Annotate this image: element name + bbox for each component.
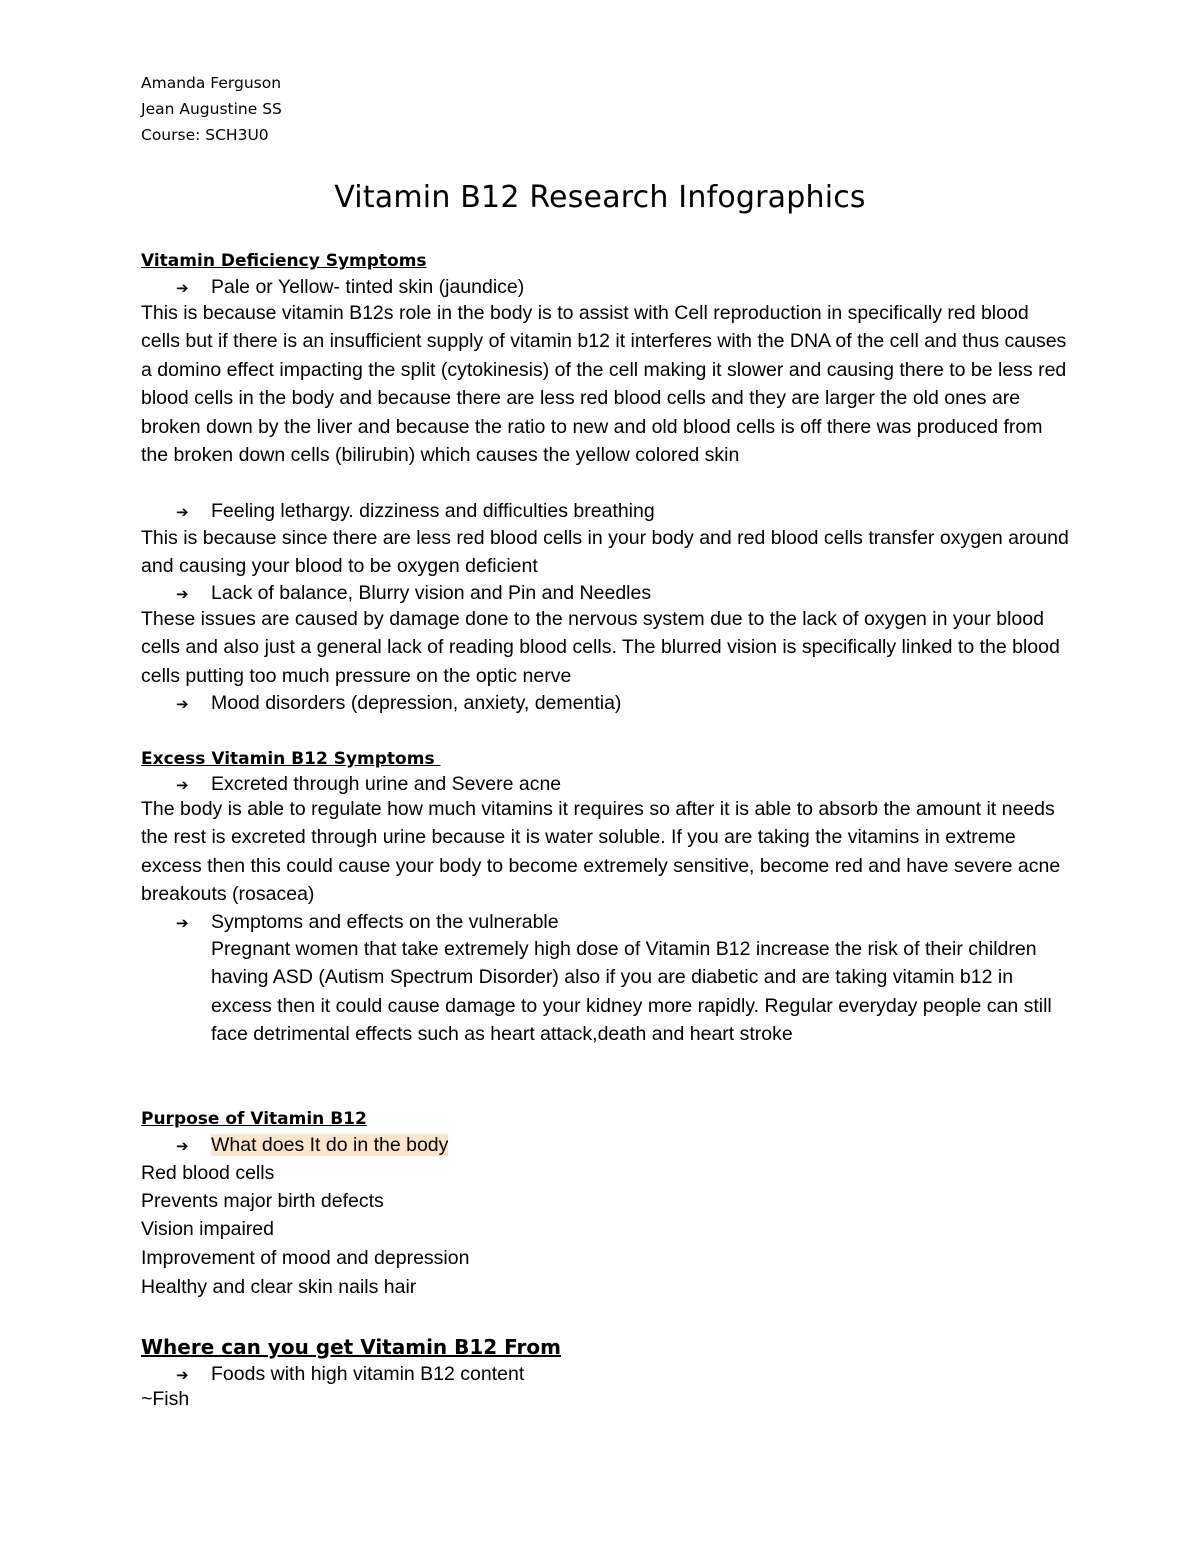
sources-item-1: ~Fish (141, 1388, 190, 1410)
purpose-item-2: Prevents major birth defects (141, 1190, 384, 1212)
highlighted-bullet-text: What does It do in the body (211, 1134, 449, 1156)
arrow-icon: ➔ (176, 1137, 189, 1155)
bullet-text: Feeling lethargy. dizziness and difficulties breathing (211, 500, 655, 522)
deficiency-bullet-3 (176, 582, 651, 605)
deficiency-bullet-4 (176, 692, 621, 715)
excess-paragraph-2: Pregnant women that take extremely high dose of Vitamin B12 increase the risk of their children having ASD (Autism Spectrum Disorder) also if you are diabetic and are taking vitamin b12 in excess then it could cause damage to your kidney more rapidly. Regular everyday people can still face detrimental effects such as heart attack,death and heart stroke (211, 938, 1052, 1046)
arrow-icon: ➔ (176, 279, 189, 297)
bullet-text: Excreted through urine and Severe acne (211, 773, 562, 795)
bullet-text: Mood disorders (depression, anxiety, dementia) (211, 692, 622, 714)
bullet-text: Foods with high vitamin B12 content (211, 1363, 525, 1385)
deficiency-paragraph-1: This is because vitamin B12s role in the body is to assist with Cell reproduction in specifically red blood cells but if there is an insufficient supply of vitamin b12 it interferes with the DNA of the cell and thus causes a domino effect impacting the split (cytokinesis) of the cell making it slower and causing there to be less red blood cells in the body and because there are less red blood cells and they are larger the old ones are broken down by the liver and because the ratio to new and old blood cells is off there was produced from the broken down cells (bilirubin) which causes the yellow colored skin (141, 302, 1067, 467)
author-name: Amanda Ferguson (141, 74, 282, 92)
purpose-heading: Purpose of Vitamin B12 (141, 1109, 367, 1129)
school-name: Jean Augustine SS (141, 100, 282, 118)
arrow-icon: ➔ (176, 776, 189, 794)
excess-heading: Excess Vitamin B12 Symptoms (141, 749, 441, 769)
arrow-icon: ➔ (176, 914, 189, 932)
course-code: Course: SCH3U0 (141, 126, 269, 144)
purpose-item-1: Red blood cells (141, 1162, 275, 1184)
arrow-icon: ➔ (176, 1366, 189, 1384)
arrow-icon: ➔ (176, 585, 189, 603)
bullet-text: Lack of balance, Blurry vision and Pin and Needles (211, 582, 652, 604)
deficiency-paragraph-3: These issues are caused by damage done to the nervous system due to the lack of oxygen in your blood cells and also just a general lack of reading blood cells. The blurred vision is specifically linked to the blood cells putting too much pressure on the optic nerve (141, 608, 1060, 687)
excess-bullet-1 (176, 773, 561, 796)
purpose-bullet-1 (176, 1134, 448, 1157)
arrow-icon: ➔ (176, 695, 189, 713)
excess-paragraph-1: The body is able to regulate how much vitamins it requires so after it is able to absorb the amount it needs the rest is excreted through urine because it is water soluble. If you are taking the vitamins in extreme excess then this could cause your body to become extremely sensitive, become red and have severe acne breakouts (rosacea) (141, 798, 1061, 906)
purpose-item-3: Vision impaired (141, 1218, 274, 1240)
deficiency-bullet-1 (176, 276, 524, 299)
purpose-item-4: Improvement of mood and depression (141, 1247, 470, 1269)
sources-bullet-1 (176, 1363, 524, 1386)
deficiency-bullet-2 (176, 500, 655, 523)
page-title: Vitamin B12 Research Infographics (334, 180, 866, 215)
excess-bullet-2 (176, 911, 559, 934)
sources-heading: Where can you get Vitamin B12 From (141, 1335, 561, 1359)
deficiency-paragraph-2: This is because since there are less red blood cells in your body and red blood cells transfer oxygen around and causing your blood to be oxygen deficient (141, 527, 1069, 578)
arrow-icon: ➔ (176, 503, 189, 521)
purpose-item-5: Healthy and clear skin nails hair (141, 1276, 417, 1298)
bullet-text: Symptoms and effects on the vulnerable (211, 911, 559, 933)
bullet-text: Pale or Yellow- tinted skin (jaundice) (211, 276, 525, 298)
deficiency-heading: Vitamin Deficiency Symptoms (141, 251, 427, 271)
